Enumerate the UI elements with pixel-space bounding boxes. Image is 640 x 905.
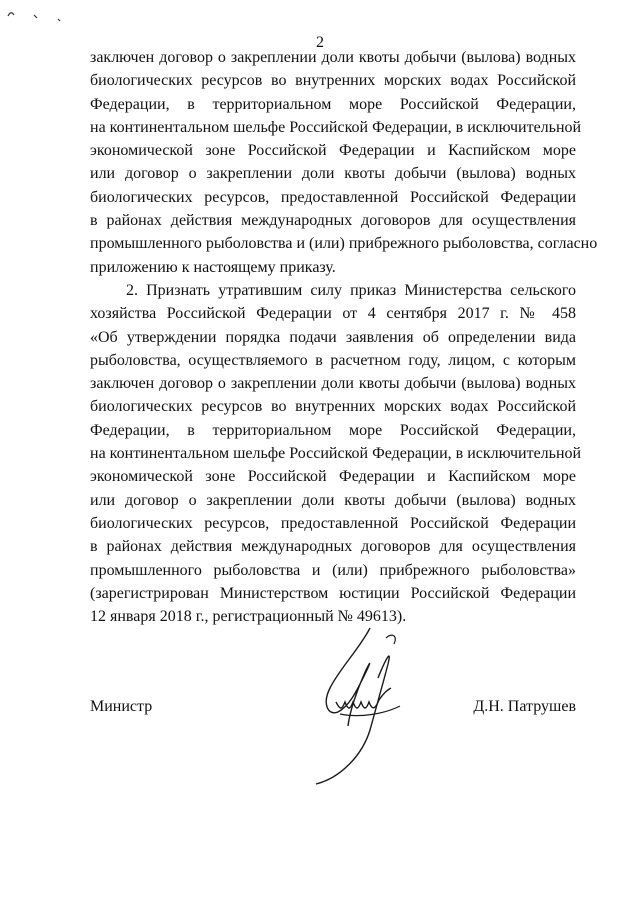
signatory-role: Министр (90, 698, 153, 715)
signatory-name: Д.Н. Патрушев (473, 698, 576, 715)
page-number: 2 (316, 34, 324, 51)
text-line: Федерации, в территориальном море Российской Федерации, (90, 421, 576, 439)
text-line: хозяйства Российской Федерации от 4 сентября 2017 г. № 458 (90, 305, 576, 323)
document-body (90, 46, 598, 628)
text-line: 12 января 2018 г., регистрационный № 49613). (90, 608, 407, 626)
text-line: (зарегистрирован Министерством юстиции Российской Федерации (90, 584, 576, 602)
text-line: заключен договор о закреплении доли квоты добычи (вылова) водных (90, 375, 576, 393)
text-line: в районах действия международных договоров для осуществления (90, 538, 576, 556)
text-line: биологических ресурсов во внутренних морских водах Российской (90, 398, 576, 416)
text-line: «Об утверждении порядка подачи заявления об определении вида (90, 328, 576, 346)
text-line: или договор о закреплении доли квоты добычи (вылова) водных (90, 491, 576, 509)
text-line: рыболовства, осуществляемого в расчетном году, лицом, с которым (90, 351, 576, 369)
text-line: промышленного рыболовства и (или) прибрежного рыболовства, согласно (90, 235, 598, 253)
text-line: Федерации, в территориальном море Российской Федерации, (90, 95, 576, 113)
corner-scan-marks (4, 6, 64, 22)
text-line: биологических ресурсов, предоставленной Российской Федерации (90, 188, 576, 206)
text-line: или договор о закреплении доли квоты добычи (вылова) водных (90, 165, 576, 183)
handwritten-signature (300, 618, 420, 788)
paragraph-2 (90, 279, 582, 628)
paragraph-1 (90, 46, 598, 279)
text-line: 2. Признать утратившим силу приказ Министерства сельского (126, 281, 576, 299)
text-line: на континентальном шельфе Российской Федерации, в исключительной (90, 118, 582, 136)
text-line: приложению к настоящему приказу. (90, 258, 336, 276)
text-line: промышленного рыболовства и (или) прибрежного рыболовства» (90, 561, 576, 579)
text-line: экономической зоне Российской Федерации и Каспийском море (90, 468, 576, 486)
text-line: в районах действия международных договоров для осуществления (90, 212, 576, 230)
text-line: экономической зоне Российской Федерации и Каспийском море (90, 142, 576, 160)
text-line: на континентальном шельфе Российской Федерации, в исключительной (90, 445, 582, 463)
text-line: биологических ресурсов, предоставленной Российской Федерации (90, 514, 576, 532)
text-line: заключен договор о закреплении доли квоты добычи (вылова) водных (90, 49, 576, 66)
text-line: биологических ресурсов во внутренних морских водах Российской (90, 72, 576, 90)
